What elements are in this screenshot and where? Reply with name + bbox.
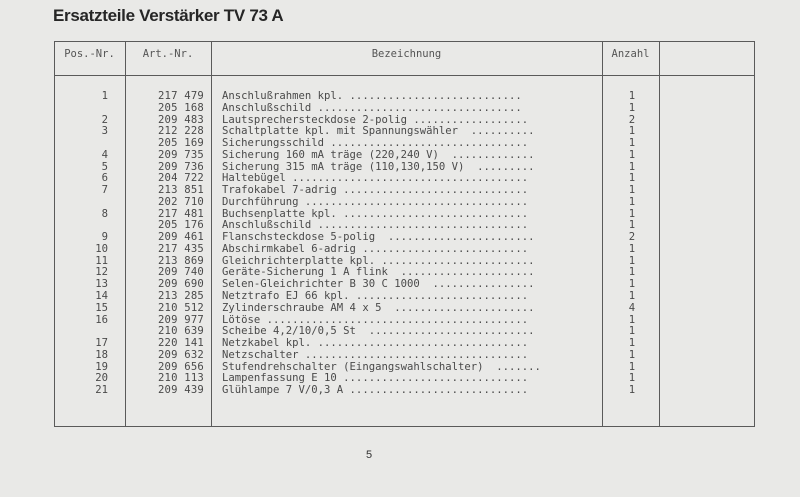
- table-row: [0, 126, 800, 138]
- quantity-cell: 1: [628, 337, 636, 350]
- quantity-cell: 1: [628, 125, 636, 138]
- pos-nr-cell: 11: [95, 254, 108, 267]
- quantity-cell: 1: [628, 384, 636, 397]
- art-nr-cell: 220 141: [157, 337, 204, 350]
- pos-nr-cell: 21: [95, 384, 108, 397]
- table-row: [0, 138, 800, 150]
- art-nr-cell: 204 722: [157, 172, 204, 185]
- art-nr-cell: 209 461: [157, 231, 204, 244]
- table-row: [0, 256, 800, 268]
- pos-nr-cell: 18: [95, 348, 108, 361]
- quantity-cell: 1: [628, 101, 636, 114]
- table-row: [0, 209, 800, 221]
- description-cell: Zylinderschraube AM 4 x 5 ......................: [222, 302, 535, 314]
- description-cell: Selen-Gleichrichter B 30 C 1000 ................: [222, 279, 535, 291]
- description-cell: Anschlußschild .................................: [222, 220, 529, 232]
- art-nr-cell: 212 228: [157, 125, 204, 138]
- description-cell: Sicherung 160 mA träge (220,240 V) .............: [222, 149, 535, 161]
- header-divider: [54, 75, 755, 76]
- quantity-cell: 1: [628, 290, 636, 303]
- table-row: [0, 315, 800, 327]
- pos-nr-cell: 5: [101, 160, 108, 173]
- art-nr-cell: 202 710: [157, 195, 204, 208]
- art-nr-cell: 210 113: [157, 372, 204, 385]
- quantity-cell: 1: [628, 148, 636, 161]
- pos-nr-cell: 3: [101, 125, 108, 138]
- quantity-cell: 1: [628, 207, 636, 220]
- description-cell: Stufendrehschalter (Eingangswahlschalter) .......: [222, 361, 541, 373]
- pos-nr-cell: 16: [95, 313, 108, 326]
- page-title: Ersatzteile Verstärker TV 73 A: [53, 6, 284, 25]
- quantity-cell: 1: [628, 360, 636, 373]
- table-row: [0, 173, 800, 185]
- description-cell: Glühlampe 7 V/0,3 A ............................: [222, 385, 529, 397]
- table-row: [0, 338, 800, 350]
- description-cell: Netzkabel kpl. .................................: [222, 338, 529, 350]
- description-cell: Netzschalter ...................................: [222, 349, 529, 361]
- table-body: [0, 91, 800, 397]
- art-nr-cell: 209 656: [157, 360, 204, 373]
- table-row: [0, 267, 800, 279]
- pos-nr-cell: 8: [101, 207, 108, 220]
- header-art-nr: Art.-Nr.: [142, 48, 194, 60]
- quantity-cell: 1: [628, 242, 636, 255]
- description-cell: Scheibe 4,2/10/0,5 St ..........................: [222, 326, 535, 338]
- table-row: [0, 162, 800, 174]
- quantity-cell: 1: [628, 325, 636, 338]
- description-cell: Schaltplatte kpl. mit Spannungswähler ..........: [222, 126, 535, 138]
- pos-nr-cell: 6: [101, 172, 108, 185]
- table-row: [0, 185, 800, 197]
- description-cell: Netztrafo EJ 66 kpl. ...........................: [222, 291, 529, 303]
- description-cell: Sicherungsschild ...............................: [222, 138, 529, 150]
- quantity-cell: 4: [628, 301, 636, 314]
- table-row: [0, 350, 800, 362]
- header-anzahl: Anzahl: [611, 48, 650, 60]
- quantity-cell: 1: [628, 137, 636, 150]
- table-row: [0, 244, 800, 256]
- art-nr-cell: 209 977: [157, 313, 204, 326]
- description-cell: Geräte-Sicherung 1 A flink .....................: [222, 267, 535, 279]
- art-nr-cell: 213 869: [157, 254, 204, 267]
- description-cell: Flanschsteckdose 5-polig .......................: [222, 232, 535, 244]
- description-cell: Trafokabel 7-adrig .............................: [222, 185, 529, 197]
- table-row: [0, 150, 800, 162]
- pos-nr-cell: 14: [95, 290, 108, 303]
- header-extra: [659, 48, 755, 66]
- description-cell: Anschlußrahmen kpl. ...........................: [222, 91, 522, 102]
- art-nr-cell: 213 851: [157, 184, 204, 197]
- art-nr-cell: 217 479: [157, 90, 204, 102]
- table-row: [0, 291, 800, 303]
- quantity-cell: 1: [628, 254, 636, 267]
- table-row: [0, 197, 800, 209]
- description-cell: Lautsprechersteckdose 2-polig ..................: [222, 114, 529, 126]
- description-cell: Gleichrichterplatte kpl. ........................: [222, 255, 535, 267]
- table-row: [0, 303, 800, 315]
- description-cell: Anschlußschild ................................: [222, 102, 522, 114]
- quantity-cell: 1: [628, 160, 636, 173]
- table-row: [0, 103, 800, 115]
- art-nr-cell: 209 735: [157, 148, 204, 161]
- table-row: [0, 220, 800, 232]
- table-row: [0, 115, 800, 127]
- header-bezeichnung: Bezeichnung: [371, 48, 442, 60]
- pos-nr-cell: 17: [95, 337, 108, 350]
- quantity-cell: 1: [628, 372, 636, 385]
- art-nr-cell: 209 736: [157, 160, 204, 173]
- pos-nr-cell: 1: [101, 90, 108, 102]
- pos-nr-cell: 13: [95, 278, 108, 291]
- quantity-cell: 1: [628, 184, 636, 197]
- pos-nr-cell: 4: [101, 148, 108, 161]
- art-nr-cell: 209 439: [157, 384, 204, 397]
- table-row: [0, 373, 800, 385]
- table-row: [0, 385, 800, 397]
- pos-nr-cell: 10: [95, 242, 108, 255]
- art-nr-cell: 209 740: [157, 266, 204, 279]
- header-pos-nr: Pos.-Nr.: [64, 48, 115, 60]
- quantity-cell: 1: [628, 348, 636, 361]
- pos-nr-cell: 20: [95, 372, 108, 385]
- pos-nr-cell: 15: [95, 301, 108, 314]
- art-nr-cell: 205 168: [157, 101, 204, 114]
- pos-nr-cell: 2: [101, 113, 108, 126]
- quantity-cell: 1: [628, 278, 636, 291]
- quantity-cell: 1: [628, 90, 636, 102]
- description-cell: Sicherung 315 mA träge (110,130,150 V) .........: [222, 161, 535, 173]
- art-nr-cell: 205 169: [157, 137, 204, 150]
- quantity-cell: 1: [628, 266, 636, 279]
- description-cell: Lampenfassung E 10 .............................: [222, 373, 529, 385]
- quantity-cell: 1: [628, 172, 636, 185]
- description-cell: Durchführung ...................................: [222, 196, 529, 208]
- pos-nr-cell: 7: [101, 184, 108, 197]
- table-row: [0, 279, 800, 291]
- table-row: [0, 362, 800, 374]
- description-cell: Haltebügel .....................................: [222, 173, 529, 185]
- pos-nr-cell: 12: [95, 266, 108, 279]
- pos-nr-cell: 19: [95, 360, 108, 373]
- art-nr-cell: 205 176: [157, 219, 204, 232]
- quantity-cell: 2: [628, 231, 636, 244]
- art-nr-cell: 213 285: [157, 290, 204, 303]
- art-nr-cell: 209 632: [157, 348, 204, 361]
- description-cell: Lötöse .........................................: [222, 314, 529, 326]
- description-cell: Abschirmkabel 6-adrig ..........................: [222, 243, 529, 255]
- quantity-cell: 2: [628, 113, 636, 126]
- art-nr-cell: 209 690: [157, 278, 204, 291]
- quantity-cell: 1: [628, 195, 636, 208]
- description-cell: Buchsenplatte kpl. .............................: [222, 208, 529, 220]
- page-number: 5: [366, 449, 373, 461]
- table-row: [0, 91, 800, 103]
- quantity-cell: 1: [628, 219, 636, 232]
- pos-nr-cell: 9: [101, 231, 108, 244]
- art-nr-cell: 217 435: [157, 242, 204, 255]
- art-nr-cell: 210 639: [157, 325, 204, 338]
- art-nr-cell: 209 483: [157, 113, 204, 126]
- art-nr-cell: 217 481: [157, 207, 204, 220]
- art-nr-cell: 210 512: [157, 301, 204, 314]
- table-row: [0, 326, 800, 338]
- quantity-cell: 1: [628, 313, 636, 326]
- table-row: [0, 232, 800, 244]
